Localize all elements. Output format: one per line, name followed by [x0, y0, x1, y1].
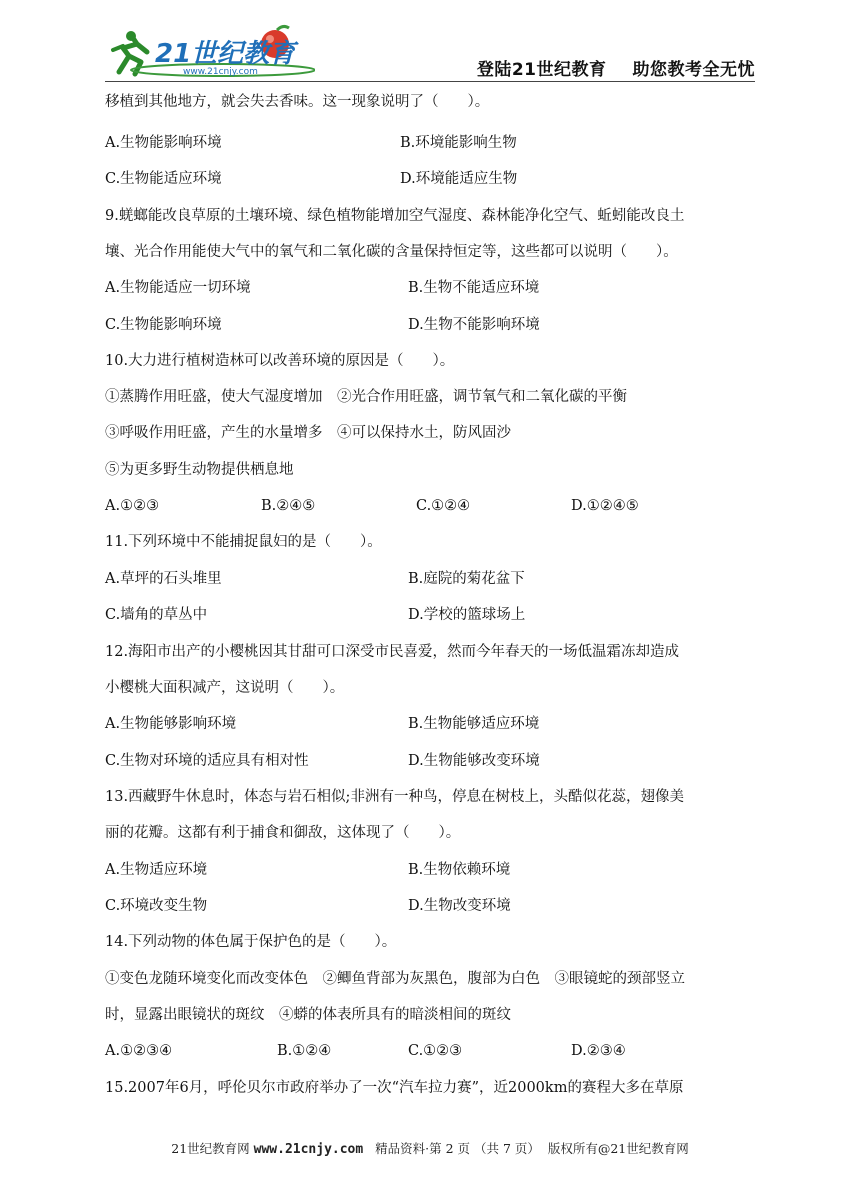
option: B.①②④ [277, 1043, 332, 1059]
option: C.生物能影响环境 [105, 317, 222, 333]
slogan-right: 助您教考全无忧 [632, 60, 755, 80]
text-line: 9.蜣螂能改良草原的土壤环境、绿色植物能增加空气湿度、森林能净化空气、蚯蚓能改良土 [105, 208, 685, 224]
text-line: 13.西藏野牛休息时，体态与岩石相似;非洲有一种鸟，停息在树枝上，头酷似花蕊，翅像美 [105, 789, 684, 805]
option: B.生物不能适应环境 [408, 280, 540, 296]
site-logo [105, 22, 315, 82]
text-line: ①蒸腾作用旺盛，使大气湿度增加 ②光合作用旺盛，调节氧气和二氧化碳的平衡 [105, 389, 627, 405]
text-line: ①变色龙随环境变化而改变体色 ②鲫鱼背部为灰黑色，腹部为白色 ③眼镜蛇的颈部竖立 [105, 971, 685, 987]
svg-text:www.21cnjy.com: www.21cnjy.com [183, 67, 258, 77]
option: A.生物能够影响环境 [105, 716, 237, 732]
page-footer [0, 1139, 860, 1157]
option: D.生物能够改变环境 [408, 753, 540, 769]
option: D.学校的篮球场上 [408, 607, 526, 623]
header-slogan [477, 55, 755, 80]
text-line: 11.下列环境中不能捕捉鼠妇的是（ ）。 [105, 534, 382, 550]
text-line: 12.海阳市出产的小樱桃因其甘甜可口深受市民喜爱，然而今年春天的一场低温霜冻却造成 [105, 644, 680, 660]
footer-page-info: 精品资料·第 2 页 （共 7 页） [375, 1141, 540, 1156]
option: D.生物改变环境 [408, 898, 511, 914]
option: A.生物适应环境 [105, 862, 208, 878]
footer-copyright: 版权所有@21世纪教育网 [547, 1141, 689, 1156]
header-divider [105, 81, 755, 82]
option: D.生物不能影响环境 [408, 317, 540, 333]
option: B.庭院的菊花盆下 [408, 571, 525, 587]
option: A.①②③④ [105, 1043, 173, 1059]
option: A.生物能适应一切环境 [105, 280, 251, 296]
svg-text:21世纪教育: 21世纪教育 [155, 39, 296, 69]
option: A.生物能影响环境 [105, 135, 222, 151]
option: C.①②③ [408, 1043, 463, 1059]
option: A.①②③ [105, 498, 160, 514]
text-line: 壤、光合作用能使大气中的氧气和二氧化碳的含量保持恒定等，这些都可以说明（ ）。 [105, 244, 678, 260]
option: A.草坪的石头堆里 [105, 571, 222, 587]
text-line: 丽的花瓣。这都有利于捕食和御敌，这体现了（ ）。 [105, 825, 461, 841]
option: D.①②④⑤ [571, 498, 639, 514]
footer-left: 21世纪教育网 [171, 1141, 250, 1156]
text-line: 时，显露出眼镜状的斑纹 ④蟒的体表所具有的暗淡相间的斑纹 [105, 1007, 511, 1023]
option: B.环境能影响生物 [400, 135, 517, 151]
option: B.②④⑤ [261, 498, 316, 514]
option: C.①②④ [416, 498, 471, 514]
text-line: ③呼吸作用旺盛，产生的水量增多 ④可以保持水土，防风固沙 [105, 425, 511, 441]
option: C.环境改变生物 [105, 898, 208, 914]
text-line: 小樱桃大面积减产，这说明（ ）。 [105, 680, 345, 696]
text-line: ⑤为更多野生动物提供栖息地 [105, 462, 294, 478]
option: B.生物能够适应环境 [408, 716, 540, 732]
option: D.环境能适应生物 [400, 171, 518, 187]
footer-site-link[interactable]: www.21cnjy.com [253, 1142, 364, 1157]
option: C.生物能适应环境 [105, 171, 222, 187]
text-line: 移植到其他地方，就会失去香味。这一现象说明了（ ）。 [105, 94, 490, 110]
slogan-left: 登陆21世纪教育 [476, 60, 607, 80]
option: D.②③④ [571, 1043, 626, 1059]
page-header [105, 22, 755, 82]
text-line: 14.下列动物的体色属于保护色的是（ ）。 [105, 934, 397, 950]
text-line: 15.2007年6月，呼伦贝尔市政府举办了一次“汽车拉力赛”，近2000km的赛程大多在草原 [105, 1080, 684, 1096]
option: B.生物依赖环境 [408, 862, 511, 878]
option: C.墙角的草丛中 [105, 607, 208, 623]
option: C.生物对环境的适应具有相对性 [105, 753, 309, 769]
text-line: 10.大力进行植树造林可以改善环境的原因是（ ）。 [105, 353, 455, 369]
